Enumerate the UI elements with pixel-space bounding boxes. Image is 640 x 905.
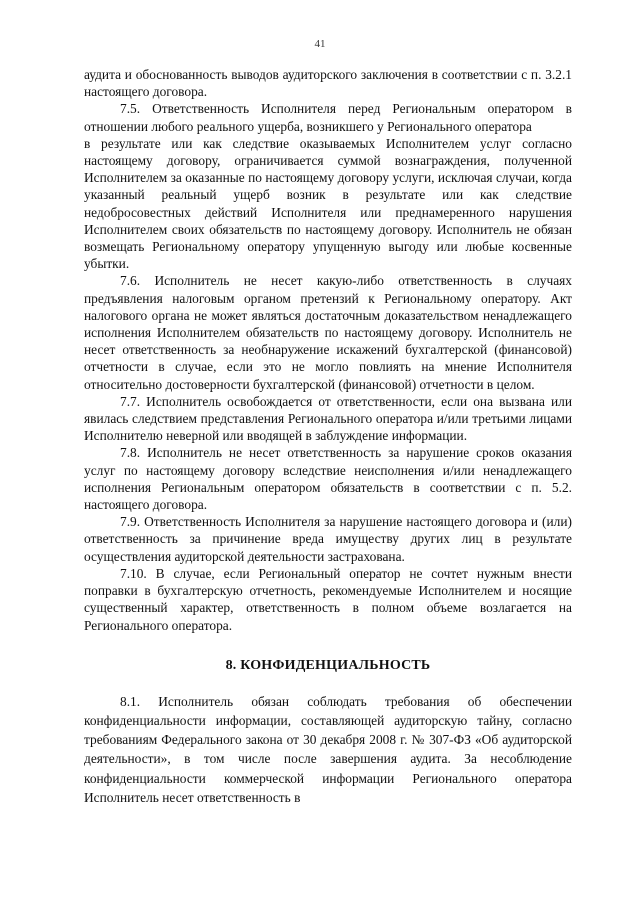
page-number: 41	[314, 38, 326, 50]
paragraph: аудита и обоснованность выводов аудиторского заключения в соответствии с п. 3.2.1 настоящего договора.	[84, 67, 572, 100]
section-7-continuation	[84, 66, 572, 634]
section-heading: 8. КОНФИДЕНЦИАЛЬНОСТЬ	[225, 657, 431, 673]
paragraph-7-8: 7.8. Исполнитель не несет ответственность за нарушение сроков оказания услуг по настоящему договору вследствие неисполнения и/или ненадлежащего исполнения Региональным оператором обязательств в соответствии с п. 5.2. настоящего договора.	[84, 445, 572, 513]
paragraph-8-1: 8.1. Исполнитель обязан соблюдать требования об обеспечении конфиденциальности информации, составляющей аудиторскую тайну, согласно требованиям Федерального закона от 30 декабря 2008 г. № 307-ФЗ «Об аудиторской деятельности», в том числе после завершения аудита. За несоблюдение конфиденциальности коммерческой информации Регионального оператора Исполнитель несет ответственность в	[84, 693, 572, 805]
paragraph-7-6: 7.6. Исполнитель не несет какую-либо ответственность в случаях предъявления налоговым органом претензий к Региональному оператору. Акт налогового органа не может являться достаточным доказательством ненадлежащего исполнения Исполнителем обязательств по настоящему договору. Исполнитель не несет ответственность за необнаружение искажений бухгалтерской (финансовой) отчетности в случае, если это не могло повлиять на мнение Исполнителя относительно достоверности бухгалтерской (финансовой) отчетности в целом.	[84, 273, 572, 392]
paragraph-7-9: 7.9. Ответственность Исполнителя за нарушение настоящего договора и (или) ответственность за причинение вреда имуществу других лиц в результате осуществления аудиторской деятельности застрахована.	[84, 514, 572, 564]
paragraph-7-5-cont: в результате или как следствие оказываемых Исполнителем услуг согласно настоящему договору, ограничивается суммой вознаграждения, полученной Исполнителем за оказанные по настоящему договору услуги, исключая случаи, когда указанный реальный ущерб возник в результате или как следствие недобросовестных действий Исполнителя или преднамеренного нарушения Исполнителем своих обязательств по настоящему договору. Исполнитель не обязан возмещать Региональному оператору упущенную выгоду или любые косвенные убытки.	[84, 135, 572, 272]
section-8-body	[84, 692, 572, 807]
paragraph-7-10: 7.10. В случае, если Региональный оператор не сочтет нужным внести поправки в бухгалтерскую отчетность, рекомендуемые Исполнителем и носящие существенный характер, ответственность в полном объеме возлагается на Регионального оператора.	[84, 565, 572, 633]
document-body	[84, 66, 572, 807]
paragraph-7-5: 7.5. Ответственность Исполнителя перед Региональным оператором в отношении любого реального ущерба, возникшего у Регионального оператора	[84, 101, 572, 134]
paragraph-7-7: 7.7. Исполнитель освобождается от ответственности, если она вызвана или явилась следствием представления Регионального оператора и/или третьими лицами Исполнителю неверной или вводящей в заблуждение информации.	[84, 393, 572, 444]
